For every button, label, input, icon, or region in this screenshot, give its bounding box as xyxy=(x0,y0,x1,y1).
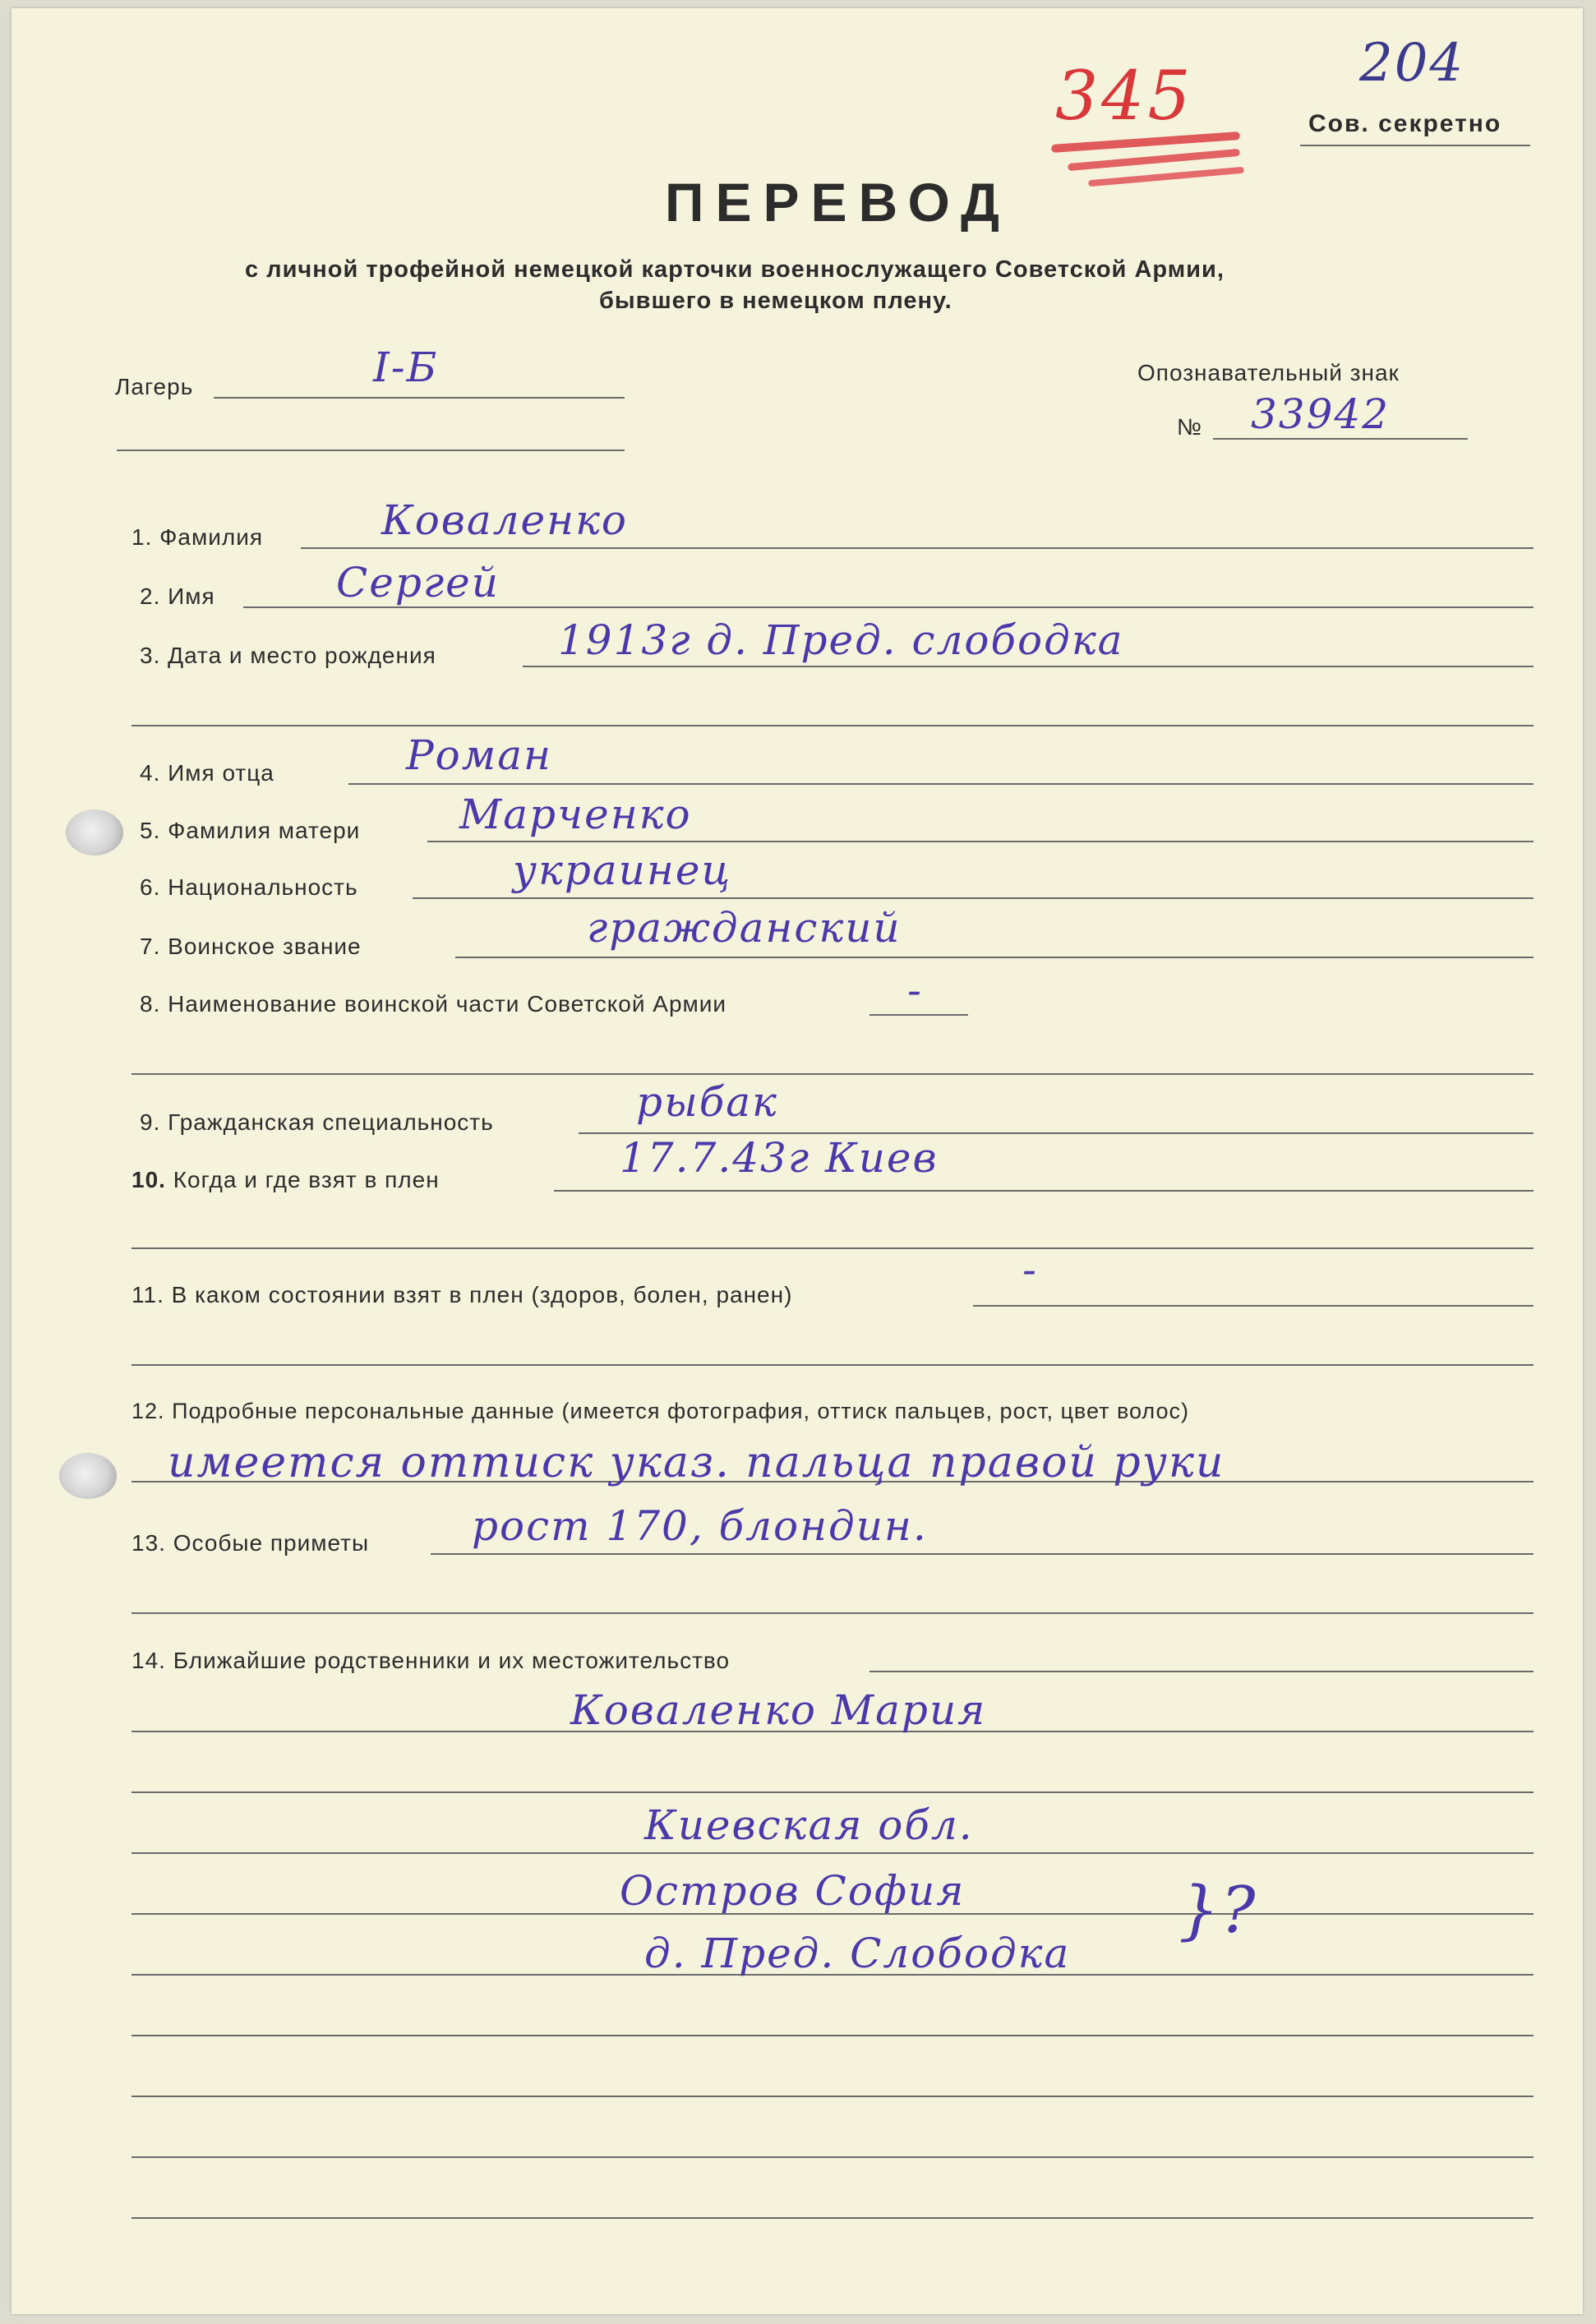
field-5-value: Марченко xyxy=(459,791,692,838)
field-2-label: 2. Имя xyxy=(140,583,215,609)
document-subtitle-line1: с личной трофейной немецкой карточки военнослужащего Советской Армии, xyxy=(245,256,1225,283)
camp-label: Лагерь xyxy=(115,374,194,399)
ident-value: 33942 xyxy=(1251,390,1391,438)
ident-label: Опознавательный знак xyxy=(1137,360,1400,385)
field-8-value: - xyxy=(907,966,923,1014)
punch-hole-top xyxy=(66,809,123,855)
field-6-label: 6. Национальность xyxy=(140,874,358,900)
field-12-label: 12. Подробные персональные данные (имеется фотография, оттиск пальцев, рост, цвет волос) xyxy=(131,1399,1189,1423)
field-9-label: 9. Гражданская специальность xyxy=(140,1109,494,1135)
field-14-value-line1: Коваленко Мария xyxy=(570,1686,987,1734)
field-14-value-line3: Остров София xyxy=(620,1867,966,1915)
field-9-value: рыбак xyxy=(636,1078,778,1126)
field-2-value: Сергей xyxy=(336,559,500,606)
field-7-label: 7. Воинское звание xyxy=(140,934,362,959)
field-3-value: 1913г д. Пред. слободка xyxy=(558,616,1124,664)
field-10-value: 17.7.43г Киев xyxy=(620,1134,939,1182)
field-13-value: рост 170, блондин. xyxy=(472,1502,928,1550)
field-6-value: украинец xyxy=(513,846,732,894)
document-title: ПЕРЕВОД xyxy=(665,172,1012,233)
field-3-label: 3. Дата и место рождения xyxy=(140,643,436,668)
field-10-label: 10. Когда и где взят в плен xyxy=(131,1167,440,1192)
classification-stamp: Сов. секретно xyxy=(1308,110,1502,137)
field-4-value: Роман xyxy=(406,731,552,779)
red-number: 345 xyxy=(1055,58,1194,136)
field-8-label: 8. Наименование воинской части Советской Армии xyxy=(140,991,727,1017)
field-5-label: 5. Фамилия матери xyxy=(140,818,361,843)
field-11-label: 11. В каком состоянии взят в плен (здоров, болен, ранен) xyxy=(131,1282,793,1307)
document-subtitle-line2: бывшего в немецком плену. xyxy=(599,288,953,314)
red-underline-2 xyxy=(1068,149,1240,171)
field-11-value: - xyxy=(1022,1246,1038,1293)
field-13-label: 13. Особые приметы xyxy=(131,1530,370,1556)
field-4-label: 4. Имя отца xyxy=(140,760,274,786)
field-14-label: 14. Ближайшие родственники и их местожительство xyxy=(131,1648,731,1673)
classification-underline xyxy=(1300,145,1530,146)
field-7-value: гражданский xyxy=(587,904,902,952)
field-12-value: имеется оттиск указ. пальца правой руки xyxy=(168,1438,1225,1487)
document-sheet xyxy=(12,8,1583,2314)
red-underline-3 xyxy=(1088,167,1244,187)
field-14-value-line2: Киевская обл. xyxy=(644,1801,974,1849)
field-14-value-mark: }? xyxy=(1179,1874,1257,1948)
camp-value: I-Б xyxy=(373,344,439,391)
handwritten-number: 204 xyxy=(1359,33,1465,94)
field-14-value-line4: д. Пред. Слободка xyxy=(644,1930,1071,1977)
field-1-label: 1. Фамилия xyxy=(131,524,264,550)
punch-hole-bottom xyxy=(59,1453,117,1499)
field-1-value: Коваленко xyxy=(381,496,629,544)
ident-no-label: № xyxy=(1177,414,1203,440)
